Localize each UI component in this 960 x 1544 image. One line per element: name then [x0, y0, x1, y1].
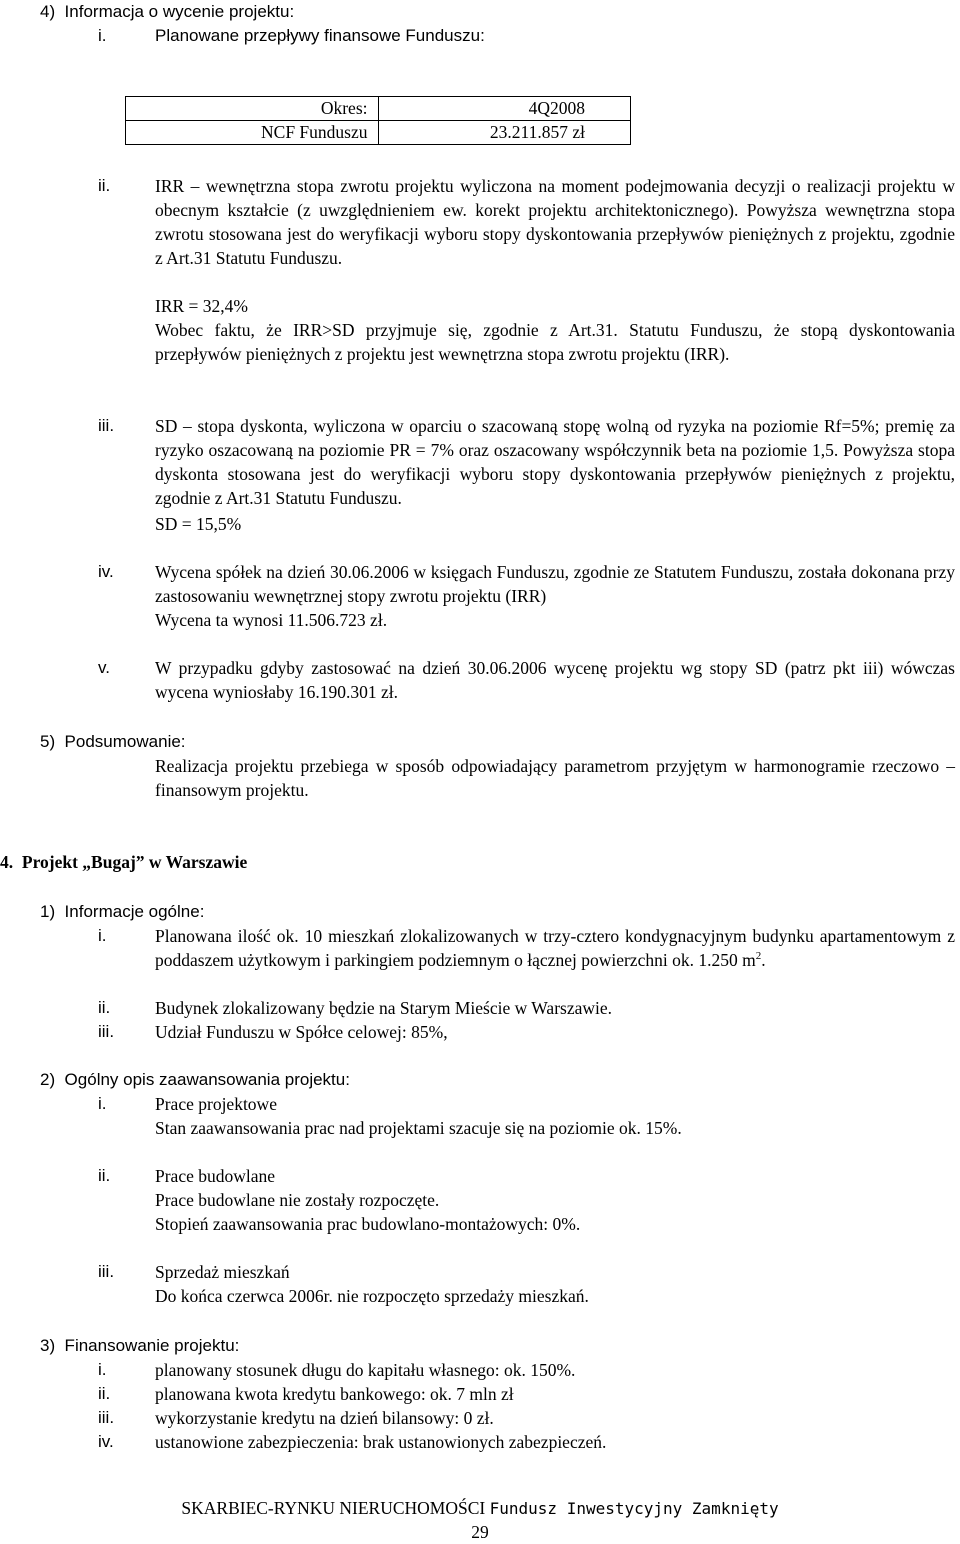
list-item-text: wykorzystanie kredytu na dzień bilansowy: 0 zł.: [155, 1408, 494, 1428]
table-row: [126, 121, 631, 145]
summary-paragraph: Realizacja projektu przebiega w sposób odpowiadający parametrom przyjętym w harmonogramie rzeczowo – finansowym projektu.: [155, 756, 955, 800]
cashflow-table: [125, 96, 631, 145]
section-heading: 2) Ogólny opis zaawansowania projektu:: [40, 1070, 350, 1089]
list-number: i.: [98, 1360, 107, 1379]
section-heading: 3) Finansowanie projektu:: [40, 1336, 240, 1355]
list-item-text: ustanowione zabezpieczenia: brak ustanowionych zabezpieczeń.: [155, 1432, 607, 1452]
table-cell-label: Okres:: [126, 97, 379, 121]
list-item-text: Stan zaawansowania prac nad projektami szacuje się na poziomie ok. 15%.: [155, 1118, 682, 1138]
table-cell-value: 23.211.857 zł: [378, 121, 631, 145]
project-heading: 4. Projekt „Bugaj” w Warszawie: [0, 852, 248, 872]
list-item-text: Planowane przepływy finansowe Funduszu:: [155, 26, 485, 45]
list-number: iv.: [98, 562, 114, 581]
list-item-title: Prace projektowe: [155, 1094, 277, 1114]
list-item-text: Budynek zlokalizowany będzie na Starym Mieście w Warszawie.: [155, 998, 613, 1018]
list-item-text: Prace budowlane nie zostały rozpoczęte.: [155, 1190, 440, 1210]
list-item-text: Stopień zaawansowania prac budowlano-montażowych: 0%.: [155, 1214, 581, 1234]
sd-paragraph: SD – stopa dyskonta, wyliczona w oparciu o szacowaną stopę wolną od ryzyka na poziomie Rf=5%; premię za ryzyko oszacowaną na poziomie PR = 7% oraz oszacowany współczynnik beta na poziomie 1,5. Powyższa stopa dyskonta stosowana jest do weryfikacji wyboru stopy dyskontowania przepływów pieniężnych z projektu, zgodnie z Art.31 Statutu Funduszu.: [155, 416, 955, 508]
footer-fund-type: Fundusz Inwestycyjny Zamknięty: [489, 1499, 779, 1518]
table-cell-value: 4Q2008: [378, 97, 631, 121]
list-number: i.: [98, 926, 107, 945]
list-number: iii.: [98, 1262, 115, 1281]
list-item-text: [155, 924, 955, 972]
valuation-paragraph: Wycena spółek na dzień 30.06.2006 w księgach Funduszu, zgodnie ze Statutem Funduszu, została dokonana przy zastosowaniu wewnętrznej stopy zwrotu projektu (IRR): [155, 562, 955, 606]
list-item-title: Sprzedaż mieszkań: [155, 1262, 290, 1282]
table-row: [126, 97, 631, 121]
list-item-text: Udział Funduszu w Spółce celowej: 85%,: [155, 1022, 448, 1042]
list-number: i.: [98, 1094, 107, 1113]
list-item-text: Do końca czerwca 2006r. nie rozpoczęto sprzedaży mieszkań.: [155, 1286, 589, 1306]
section-heading: 1) Informacje ogólne:: [40, 902, 205, 921]
sd-value: SD = 15,5%: [155, 514, 242, 534]
superscript: 2: [755, 950, 762, 963]
list-number: i.: [98, 26, 107, 45]
alt-valuation-paragraph: W przypadku gdyby zastosować na dzień 30.06.2006 wycenę projektu wg stopy SD (patrz pkt iii) wówczas wycena wyniosłaby 16.190.301 zł.: [155, 658, 955, 702]
list-number: iv.: [98, 1432, 114, 1451]
list-number: iii.: [98, 1022, 115, 1041]
list-number: v.: [98, 658, 110, 677]
apartments-text: Planowana ilość ok. 10 mieszkań zlokalizowanych w trzy-cztero kondygnacyjnym budynku apartamentowym z poddaszem użytkowym i parkingiem podziemnym o łącznej powierzchni ok. 1.250 m: [155, 926, 955, 970]
list-number: ii.: [98, 998, 111, 1017]
list-number: ii.: [98, 176, 111, 195]
period: .: [761, 950, 766, 970]
footer: [0, 1496, 960, 1521]
section-heading: 5) Podsumowanie:: [40, 732, 186, 751]
list-item-text: planowana kwota kredytu bankowego: ok. 7 mln zł: [155, 1384, 514, 1404]
list-number: ii.: [98, 1166, 111, 1185]
irr-value: IRR = 32,4%: [155, 296, 248, 316]
list-number: iii.: [98, 416, 115, 435]
list-number: iii.: [98, 1408, 115, 1427]
list-item-text: planowany stosunek długu do kapitału własnego: ok. 150%.: [155, 1360, 576, 1380]
irr-note: Wobec faktu, że IRR>SD przyjmuje się, zgodnie z Art.31. Statutu Funduszu, że stopą dyskontowania przepływów pieniężnych z projektu jest wewnętrzna stopa zwrotu projektu (IRR).: [155, 320, 955, 364]
irr-paragraph: IRR – wewnętrzna stopa zwrotu projektu wyliczona na moment podejmowania decyzji o realizacji projektu w obecnym kształcie (z uwzględnieniem ew. korekt projektu architektonicznego). Powyższa wewnętrzna stopa zwrotu stosowana jest do weryfikacji wyboru stopy dyskontowania przepływów pieniężnych z projektu, zgodnie z Art.31 Statutu Funduszu.: [155, 176, 955, 268]
list-number: ii.: [98, 1384, 111, 1403]
footer-company: SKARBIEC-RYNKU NIERUCHOMOŚCI: [181, 1498, 486, 1518]
page-number: 29: [471, 1522, 489, 1542]
list-item-title: Prace budowlane: [155, 1166, 276, 1186]
table-cell-label: NCF Funduszu: [126, 121, 379, 145]
section-heading: 4) Informacja o wycenie projektu:: [40, 2, 295, 21]
valuation-value: Wycena ta wynosi 11.506.723 zł.: [155, 610, 388, 630]
